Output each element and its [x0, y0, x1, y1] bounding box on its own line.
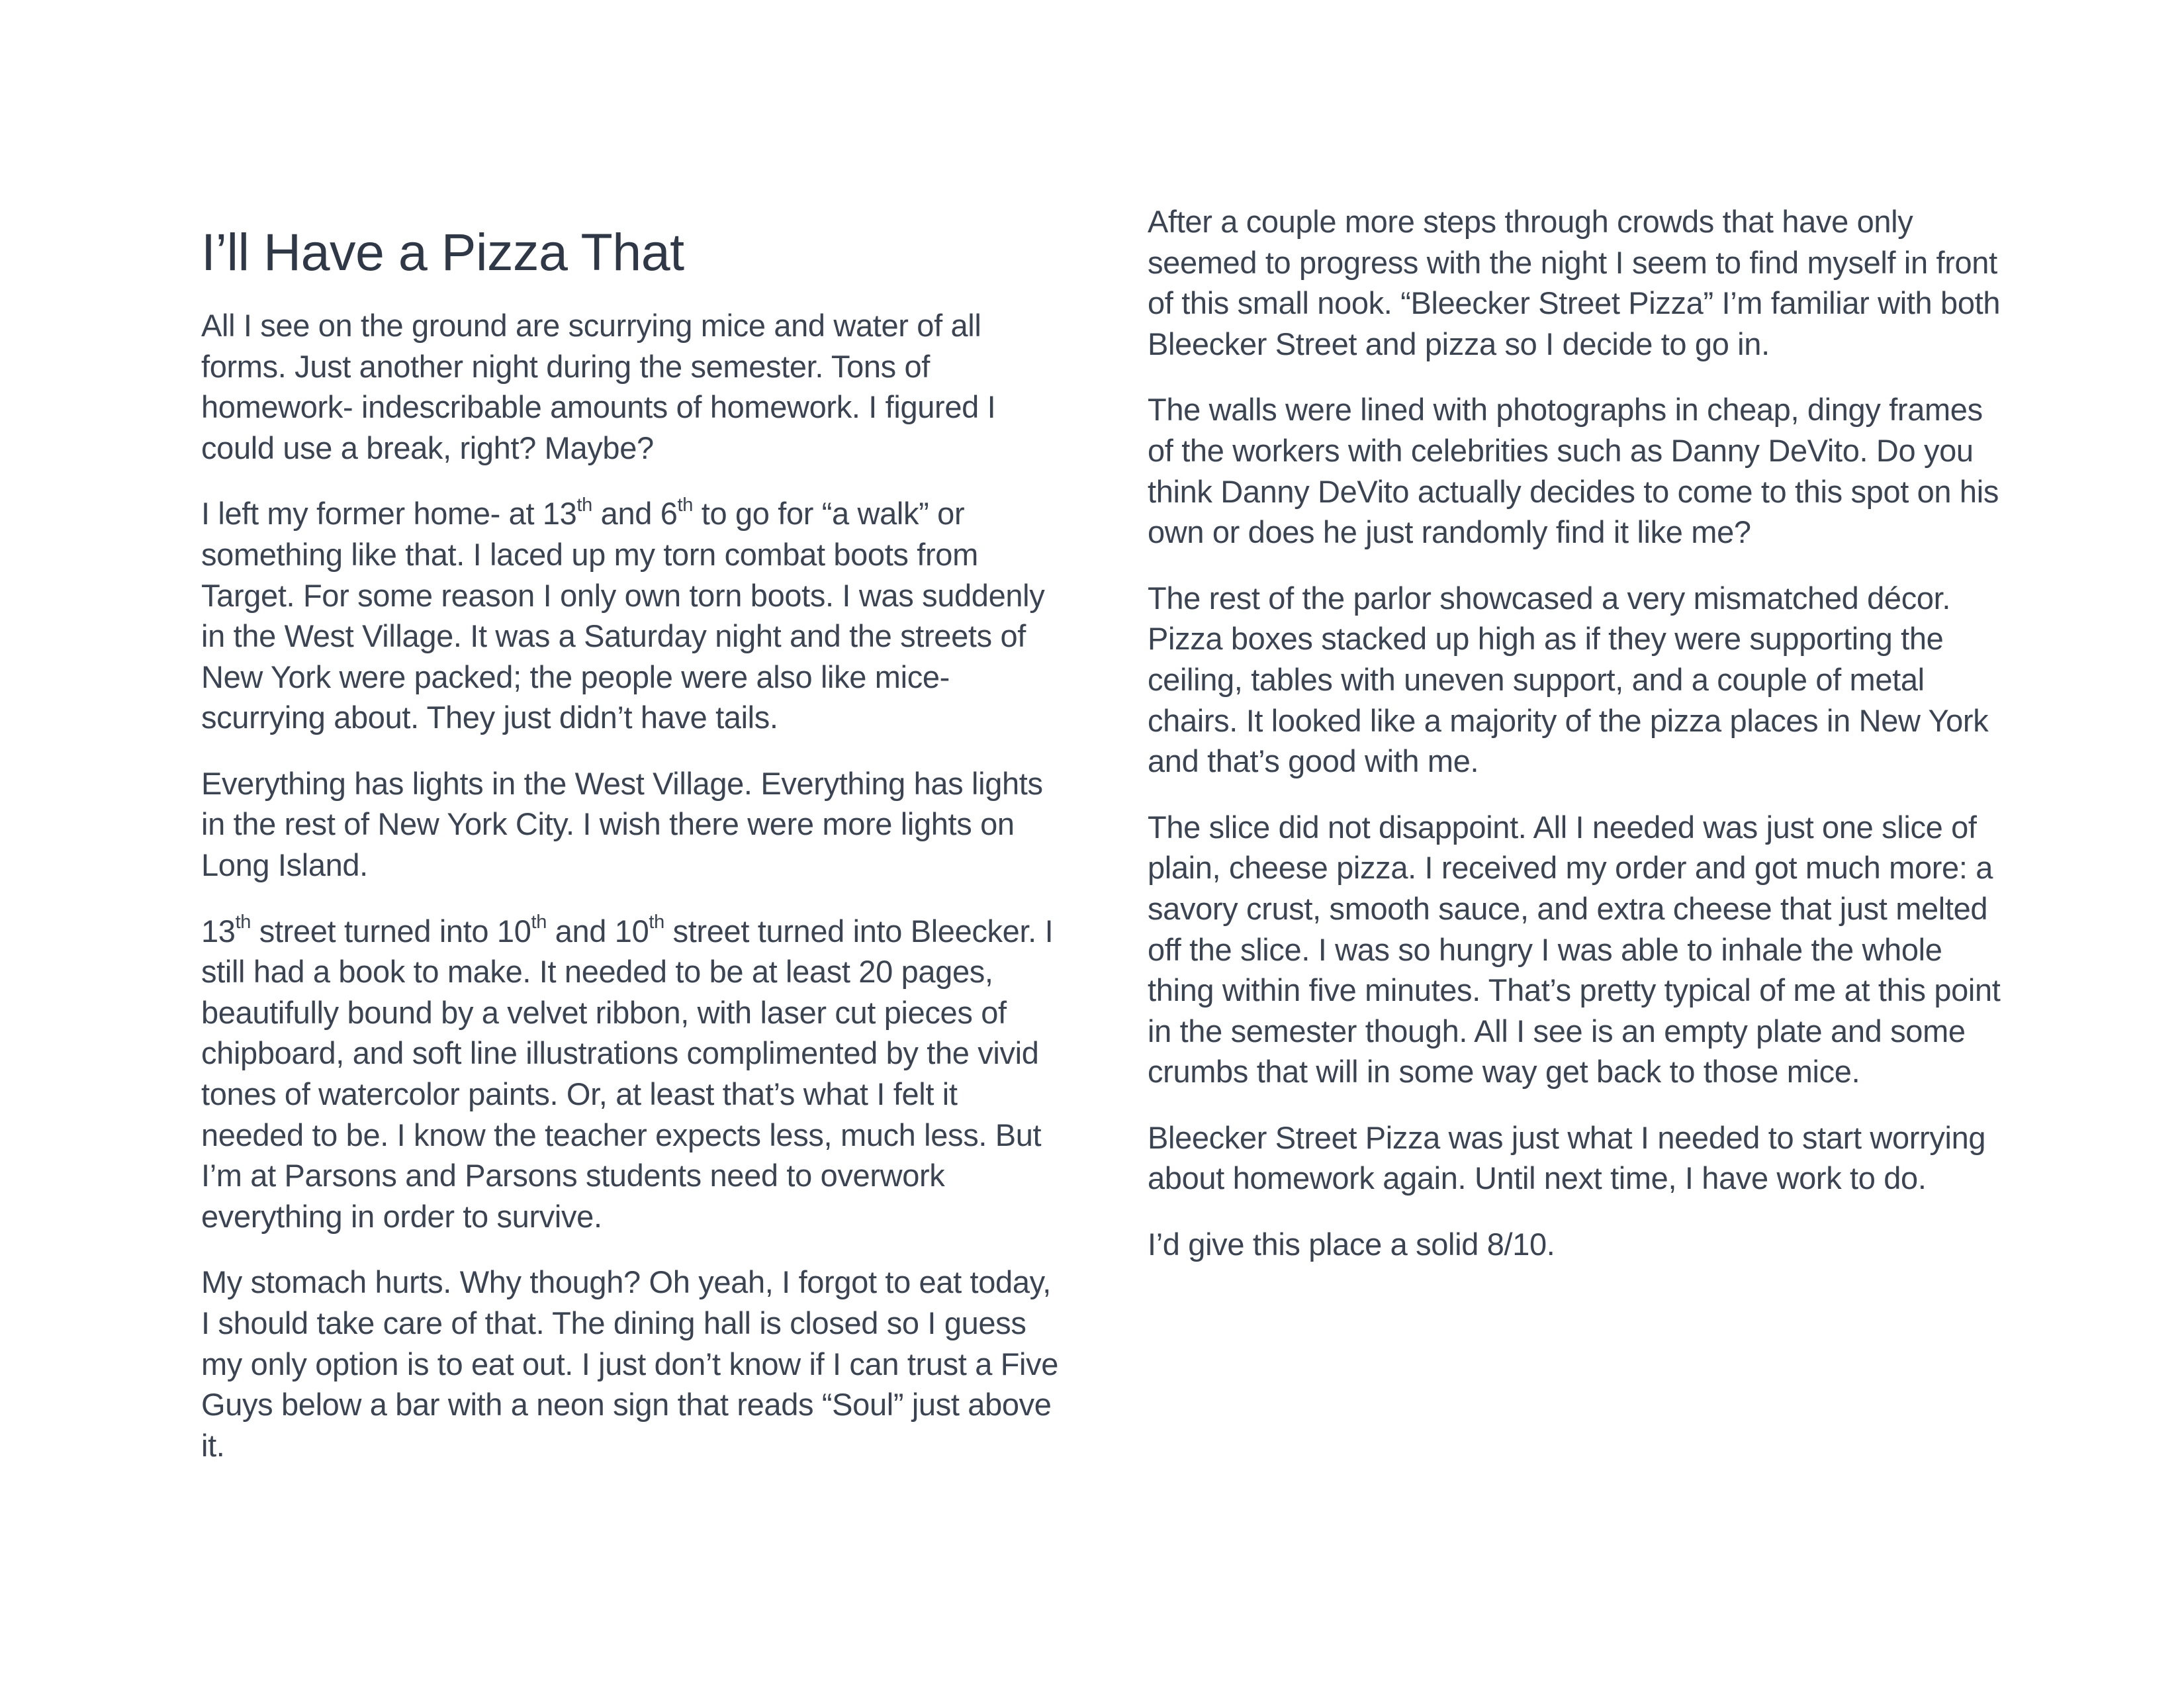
- paragraph-10: Bleecker Street Pizza was just what I needed to start worrying about homework again. Until next time, I have work to do.: [1148, 1119, 1986, 1196]
- paragraph-7: The walls were lined with photographs in cheap, dingy frames of the workers with celebrities such as Danny DeVito. Do you think Danny DeVito actually decides to come to this spot on his own or does he just randomly find it like me?: [1148, 392, 1999, 550]
- right-column: [1148, 201, 2008, 1290]
- paragraph-4-text-d: street turned into Bleecker. I still had a book to make. It needed to be at least 20 pages, beautifully bound by a velvet ribbon, with laser cut pieces of chipboard, and soft line illustrations complimented by the vivid tones of watercolor paints. Or, at least that’s what I felt it needed to be. I know the teacher expects less, much less. But I’m at Parsons and Parsons students need to overwork everything in order to survive.: [201, 913, 1054, 1234]
- paragraph-2-text-b: and 6: [592, 496, 678, 532]
- paragraph-1: All I see on the ground are scurrying mice and water of all forms. Just another night during the semester. Tons of homework- indescribable amounts of homework. I figured I could use a break, right? Maybe?: [201, 307, 996, 465]
- paragraph-2-text-c: to go for “a walk” or something like that. I laced up my torn combat boots from Target. For some reason I only own torn boots. I was suddenly in the West Village. It was a Saturday night and the streets of New York were packed; the people were also like mice- scurrying about. They just didn’t have tails.: [201, 496, 1045, 735]
- paragraph-4: [201, 911, 1062, 1237]
- paragraph-4-text-b: street turned into 10: [251, 913, 531, 949]
- page-title: I’ll Have a Pizza That: [201, 222, 684, 281]
- rating-line: I’d give this place a solid 8/10.: [1148, 1227, 1555, 1262]
- paragraph-2: [201, 493, 1062, 738]
- paragraph-5: My stomach hurts. Why though? Oh yeah, I forgot to eat today, I should take care of that. The dining hall is closed so I guess my only option is to eat out. I just don’t know if I can trust a Five Guys below a bar with a neon sign that reads “Soul” just above it.: [201, 1264, 1059, 1463]
- paragraph-8: The rest of the parlor showcased a very mismatched décor. Pizza boxes stacked up high as if they were supporting the ceiling, tables with uneven support, and a couple of metal chairs. It looked like a majority of the pizza places in New York and that’s good with me.: [1148, 580, 1989, 779]
- paragraph-4-text-a: 13: [201, 913, 236, 949]
- paragraph-3: Everything has lights in the West Village. Everything has lights in the rest of New York City. I wish there were more lights on Long Island.: [201, 765, 1043, 883]
- superscript-ordinal: th: [576, 494, 592, 516]
- paragraph-6: After a couple more steps through crowds that have only seemed to progress with the night I seem to find myself in front of this small nook. “Bleecker Street Pizza” I’m familiar with both Bleecker Street and pizza so I decide to go in.: [1148, 204, 2001, 361]
- superscript-ordinal: th: [677, 494, 694, 516]
- left-column: [201, 222, 1062, 1491]
- paragraph-9: The slice did not disappoint. All I needed was just one slice of plain, cheese pizza. I received my order and got much more: a savory crust, smooth sauce, and extra cheese that just melted off the slice. I was so hungry I was able to inhale the whole thing within five minutes. That’s pretty typical of me at this point in the semester though. All I see is an empty plate and some crumbs that will in some way get back to those mice.: [1148, 809, 2001, 1090]
- superscript-ordinal: th: [235, 912, 251, 933]
- superscript-ordinal: th: [531, 912, 547, 933]
- superscript-ordinal: th: [649, 912, 664, 933]
- paragraph-4-text-c: and 10: [547, 913, 649, 949]
- paragraph-2-text-a: I left my former home- at 13: [201, 496, 577, 532]
